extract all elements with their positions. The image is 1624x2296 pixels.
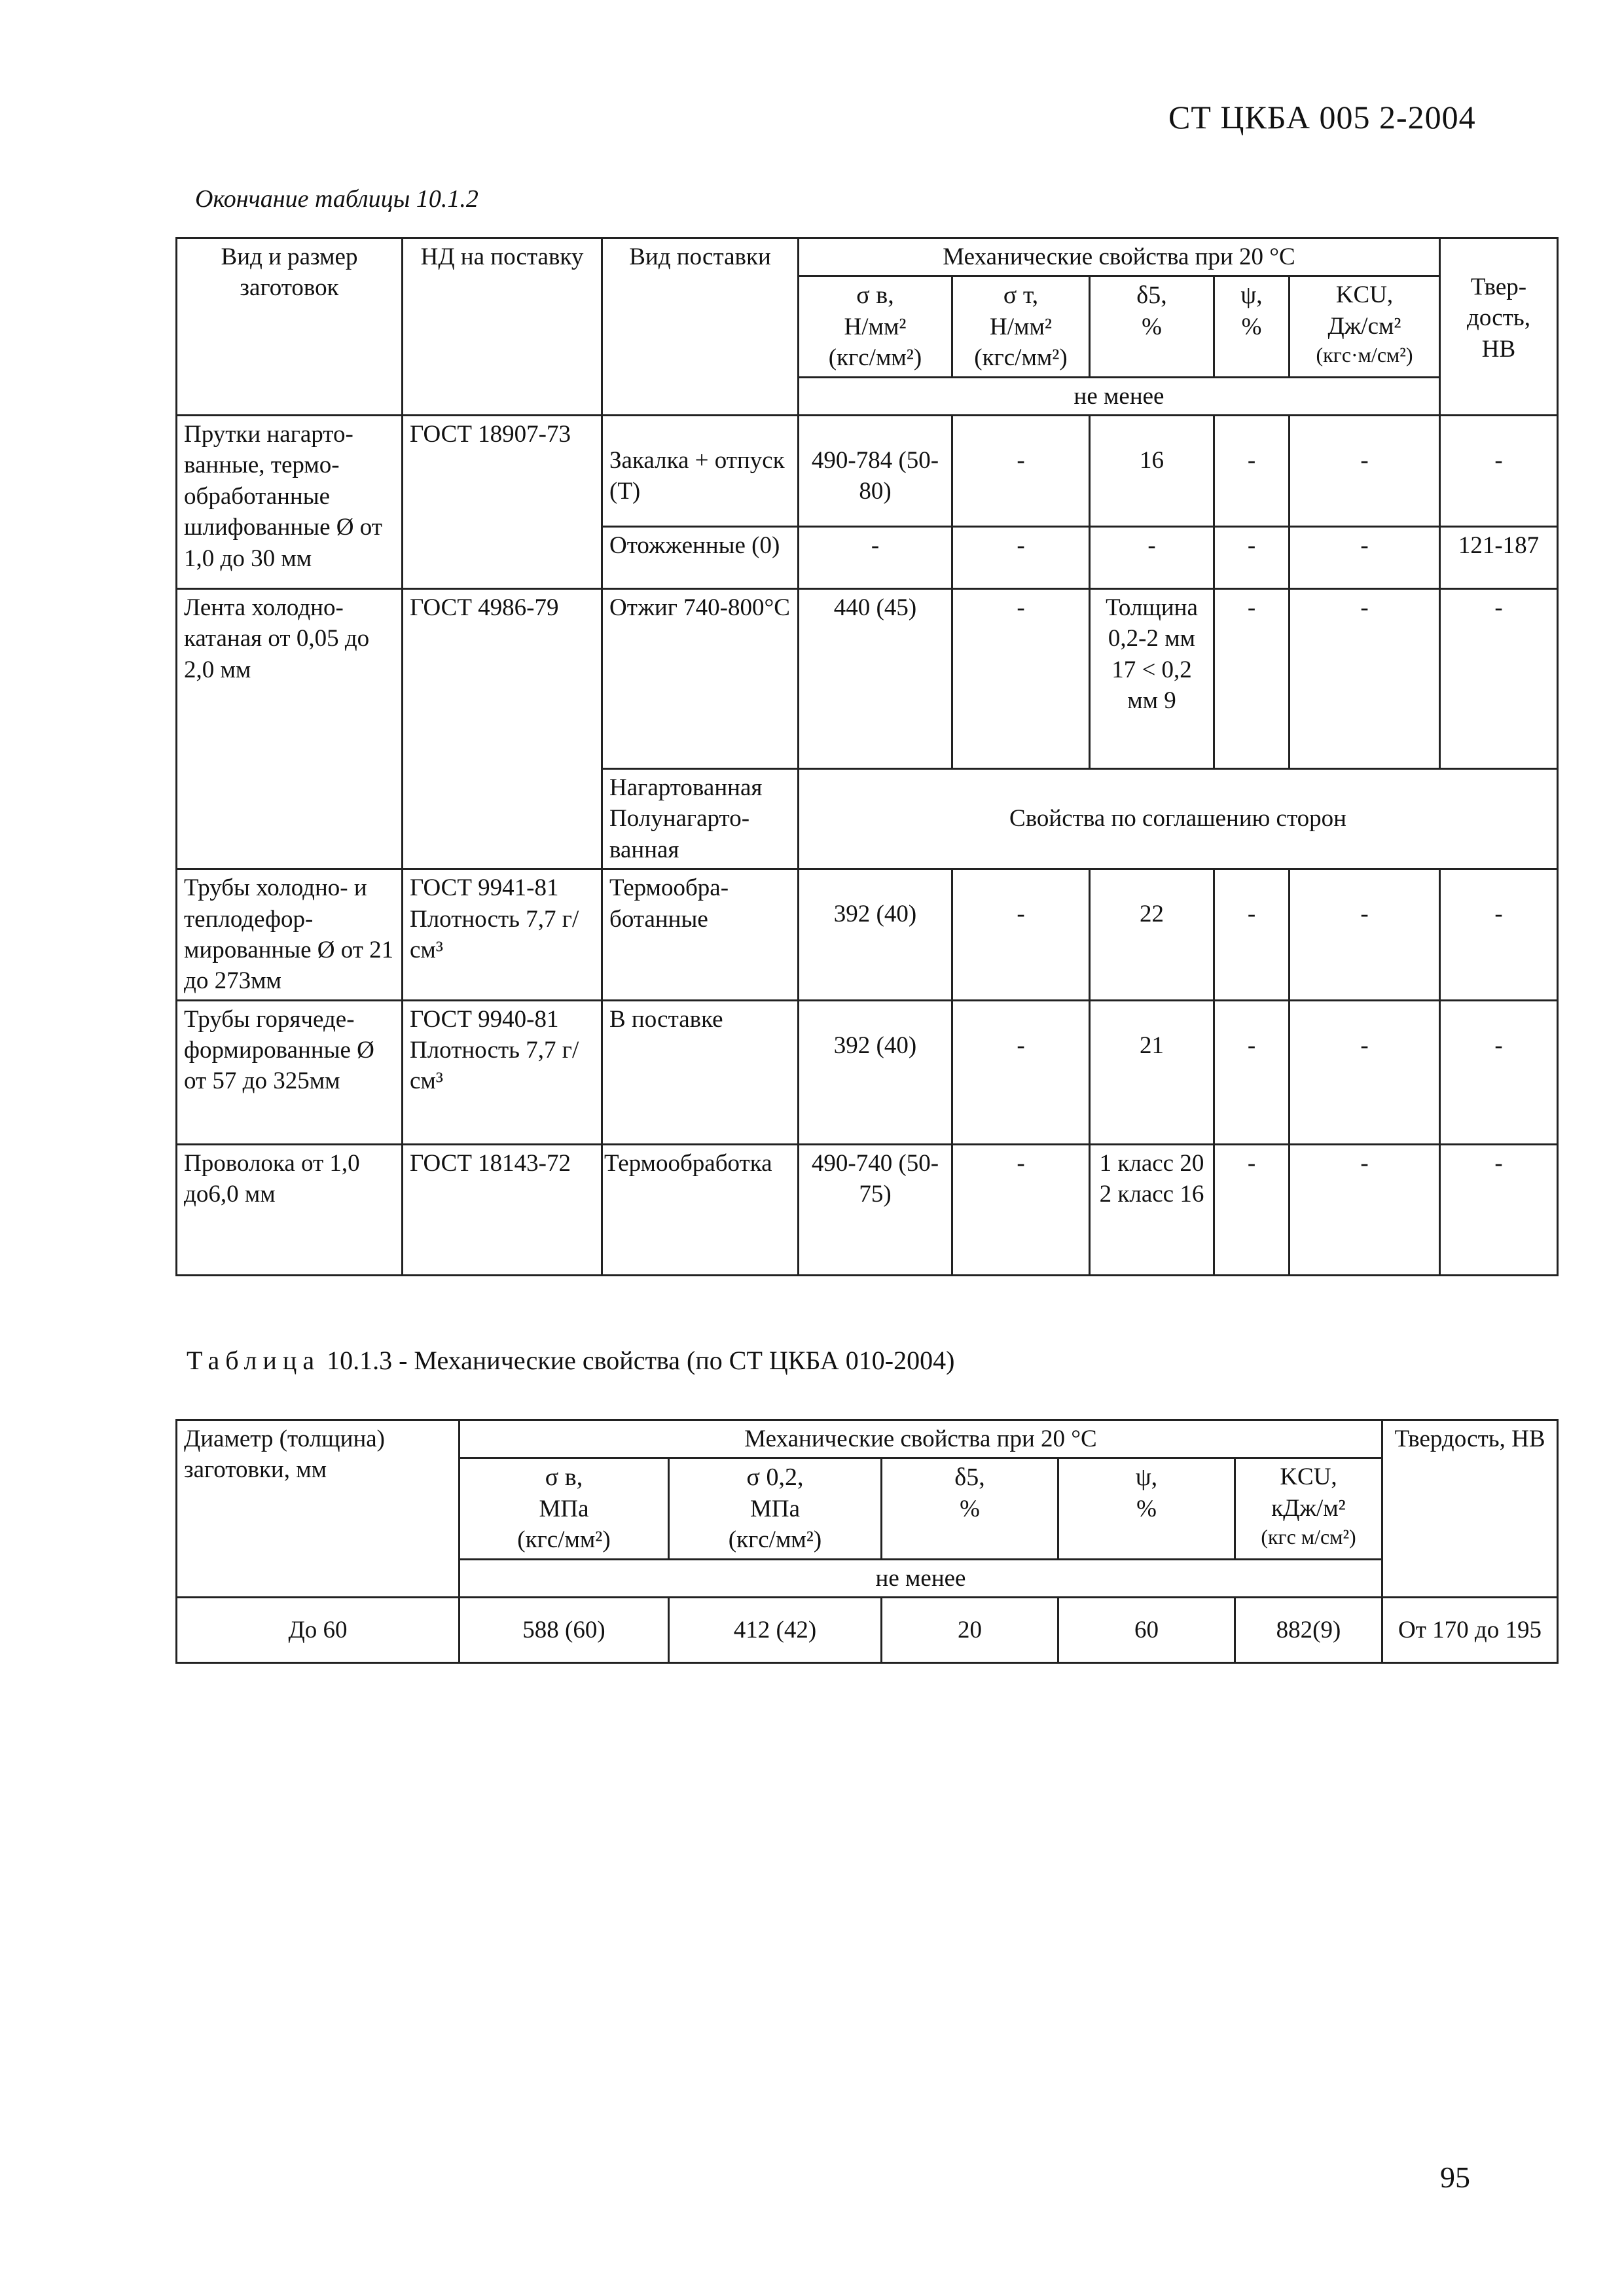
- cell-delta: -: [1090, 527, 1214, 589]
- mechanical-properties-table-10-1-3: [175, 1419, 1559, 1664]
- col-header-diameter: Диаметр (толщина) заготовки, мм: [177, 1420, 460, 1598]
- row-kind-hot-pipes: Трубы горячеде- формированные Ø от 57 до 325мм: [177, 1000, 403, 1144]
- cell-kcu: -: [1290, 527, 1440, 589]
- cell-sigma-b: 490-740 (50-75): [799, 1144, 952, 1275]
- subheader-not-less: не менее: [799, 377, 1440, 415]
- subheader-sigma-b: σ в, МПа (кгс/мм²): [460, 1458, 669, 1559]
- row-supply-hardened: Нагартованная Полунагарто- ванная: [602, 769, 799, 869]
- mechanical-properties-table-10-1-2: [175, 237, 1559, 1276]
- cell-delta: 20: [882, 1598, 1058, 1663]
- table-caption-continuation: Окончание таблицы 10.1.2: [195, 185, 478, 213]
- cell-sigma-b: 392 (40): [799, 1000, 952, 1144]
- cell-delta: Толщина 0,2-2 мм 17 < 0,2 мм 9: [1090, 589, 1214, 769]
- cell-kcu: -: [1290, 869, 1440, 1000]
- cell-delta: 1 класс 20 2 класс 16: [1090, 1144, 1214, 1275]
- row-nd-bars: ГОСТ 18907-73: [403, 416, 602, 589]
- row-kind-cold-pipes: Трубы холодно- и теплодефор- мированные Ø от 21 до 273мм: [177, 869, 403, 1000]
- row-supply-annealed: Отожженные (0): [602, 527, 799, 589]
- row-supply-heat-treatment: Термообработка: [602, 1144, 799, 1275]
- row-supply-as-delivered: В поставке: [602, 1000, 799, 1144]
- cell-sigma-t: -: [952, 416, 1090, 527]
- cell-sigma-b: 588 (60): [460, 1598, 669, 1663]
- col-header-hardness: Твердость, НВ: [1382, 1420, 1558, 1598]
- cell-hardness: -: [1440, 416, 1558, 527]
- subheader-kcu: KCU, кДж/м² (кгс м/см²): [1235, 1458, 1382, 1559]
- col-header-nd: НД на поставку: [403, 238, 602, 416]
- subheader-psi: ψ, %: [1214, 276, 1290, 377]
- subheader-delta: δ5, %: [1090, 276, 1214, 377]
- cell-sigma-t: -: [952, 527, 1090, 589]
- cell-sigma-t: -: [952, 1144, 1090, 1275]
- subheader-sigma-t: σ т, Н/мм² (кгс/мм²): [952, 276, 1090, 377]
- row-kind-wire: Проволока от 1,0 до6,0 мм: [177, 1144, 403, 1275]
- cell-kcu: -: [1290, 589, 1440, 769]
- row-supply-anneal: Отжиг 740-800°С: [602, 589, 799, 769]
- caption-text: 10.1.3 - Механические свойства (по СТ ЦКБА 010-2004): [327, 1346, 955, 1375]
- cell-sigma-02: 412 (42): [669, 1598, 882, 1663]
- subheader-not-less: не менее: [460, 1559, 1382, 1597]
- row-nd-cold-pipes: ГОСТ 9941-81 Плотность 7,7 г/см³: [403, 869, 602, 1000]
- cell-kcu: -: [1290, 1000, 1440, 1144]
- row-supply-heat-treated: Термообра- ботанные: [602, 869, 799, 1000]
- cell-psi: -: [1214, 869, 1290, 1000]
- cell-hardness: -: [1440, 589, 1558, 769]
- col-header-supply: Вид поставки: [602, 238, 799, 416]
- subheader-kcu: KCU, Дж/см² (кгс·м/см²): [1290, 276, 1440, 377]
- cell-hardness: -: [1440, 869, 1558, 1000]
- cell-delta: 16: [1090, 416, 1214, 527]
- cell-psi: -: [1214, 416, 1290, 527]
- subheader-sigma-02: σ 0,2, МПа (кгс/мм²): [669, 1458, 882, 1559]
- caption-word-table: Таблица: [187, 1346, 321, 1375]
- cell-delta: 22: [1090, 869, 1214, 1000]
- cell-delta: 21: [1090, 1000, 1214, 1144]
- cell-sigma-b: 490-784 (50-80): [799, 416, 952, 527]
- cell-sigma-t: -: [952, 589, 1090, 769]
- cell-psi: -: [1214, 589, 1290, 769]
- cell-kcu: -: [1290, 1144, 1440, 1275]
- cell-hardness: -: [1440, 1000, 1558, 1144]
- cell-diameter: До 60: [177, 1598, 460, 1663]
- row-nd-strip: ГОСТ 4986-79: [403, 589, 602, 869]
- cell-sigma-b: -: [799, 527, 952, 589]
- cell-psi: 60: [1058, 1598, 1235, 1663]
- cell-kcu: 882(9): [1235, 1598, 1382, 1663]
- document-code-header: СТ ЦКБА 005 2-2004: [1168, 99, 1476, 135]
- cell-sigma-b: 440 (45): [799, 589, 952, 769]
- cell-psi: -: [1214, 1000, 1290, 1144]
- cell-hardness: 121-187: [1440, 527, 1558, 589]
- cell-agreement-note: Свойства по соглашению сторон: [799, 769, 1558, 869]
- cell-psi: -: [1214, 1144, 1290, 1275]
- subheader-psi: ψ, %: [1058, 1458, 1235, 1559]
- row-nd-wire: ГОСТ 18143-72: [403, 1144, 602, 1275]
- cell-hardness: От 170 до 195: [1382, 1598, 1558, 1663]
- cell-sigma-t: -: [952, 1000, 1090, 1144]
- col-header-kind: Вид и размер заготовок: [177, 238, 403, 416]
- table-caption-10-1-3: [187, 1345, 954, 1376]
- cell-hardness: -: [1440, 1144, 1558, 1275]
- row-kind-strip: Лента холодно- катаная от 0,05 до 2,0 мм: [177, 589, 403, 869]
- cell-psi: -: [1214, 527, 1290, 589]
- row-supply-quench: Закалка + отпуск (Т): [602, 416, 799, 527]
- col-header-mech-properties: Механические свойства при 20 °С: [799, 238, 1440, 276]
- subheader-sigma-b: σ в, Н/мм² (кгс/мм²): [799, 276, 952, 377]
- row-kind-bars: Прутки нагарто- ванные, термо- обработанные шлифованные Ø от 1,0 до 30 мм: [177, 416, 403, 589]
- col-header-hardness: Твер- дость, НВ: [1440, 238, 1558, 416]
- subheader-delta: δ5, %: [882, 1458, 1058, 1559]
- cell-kcu: -: [1290, 416, 1440, 527]
- cell-sigma-b: 392 (40): [799, 869, 952, 1000]
- cell-sigma-t: -: [952, 869, 1090, 1000]
- page-number: 95: [1440, 2161, 1470, 2194]
- col-header-mech-properties: Механические свойства при 20 °С: [460, 1420, 1382, 1458]
- row-nd-hot-pipes: ГОСТ 9940-81 Плотность 7,7 г/см³: [403, 1000, 602, 1144]
